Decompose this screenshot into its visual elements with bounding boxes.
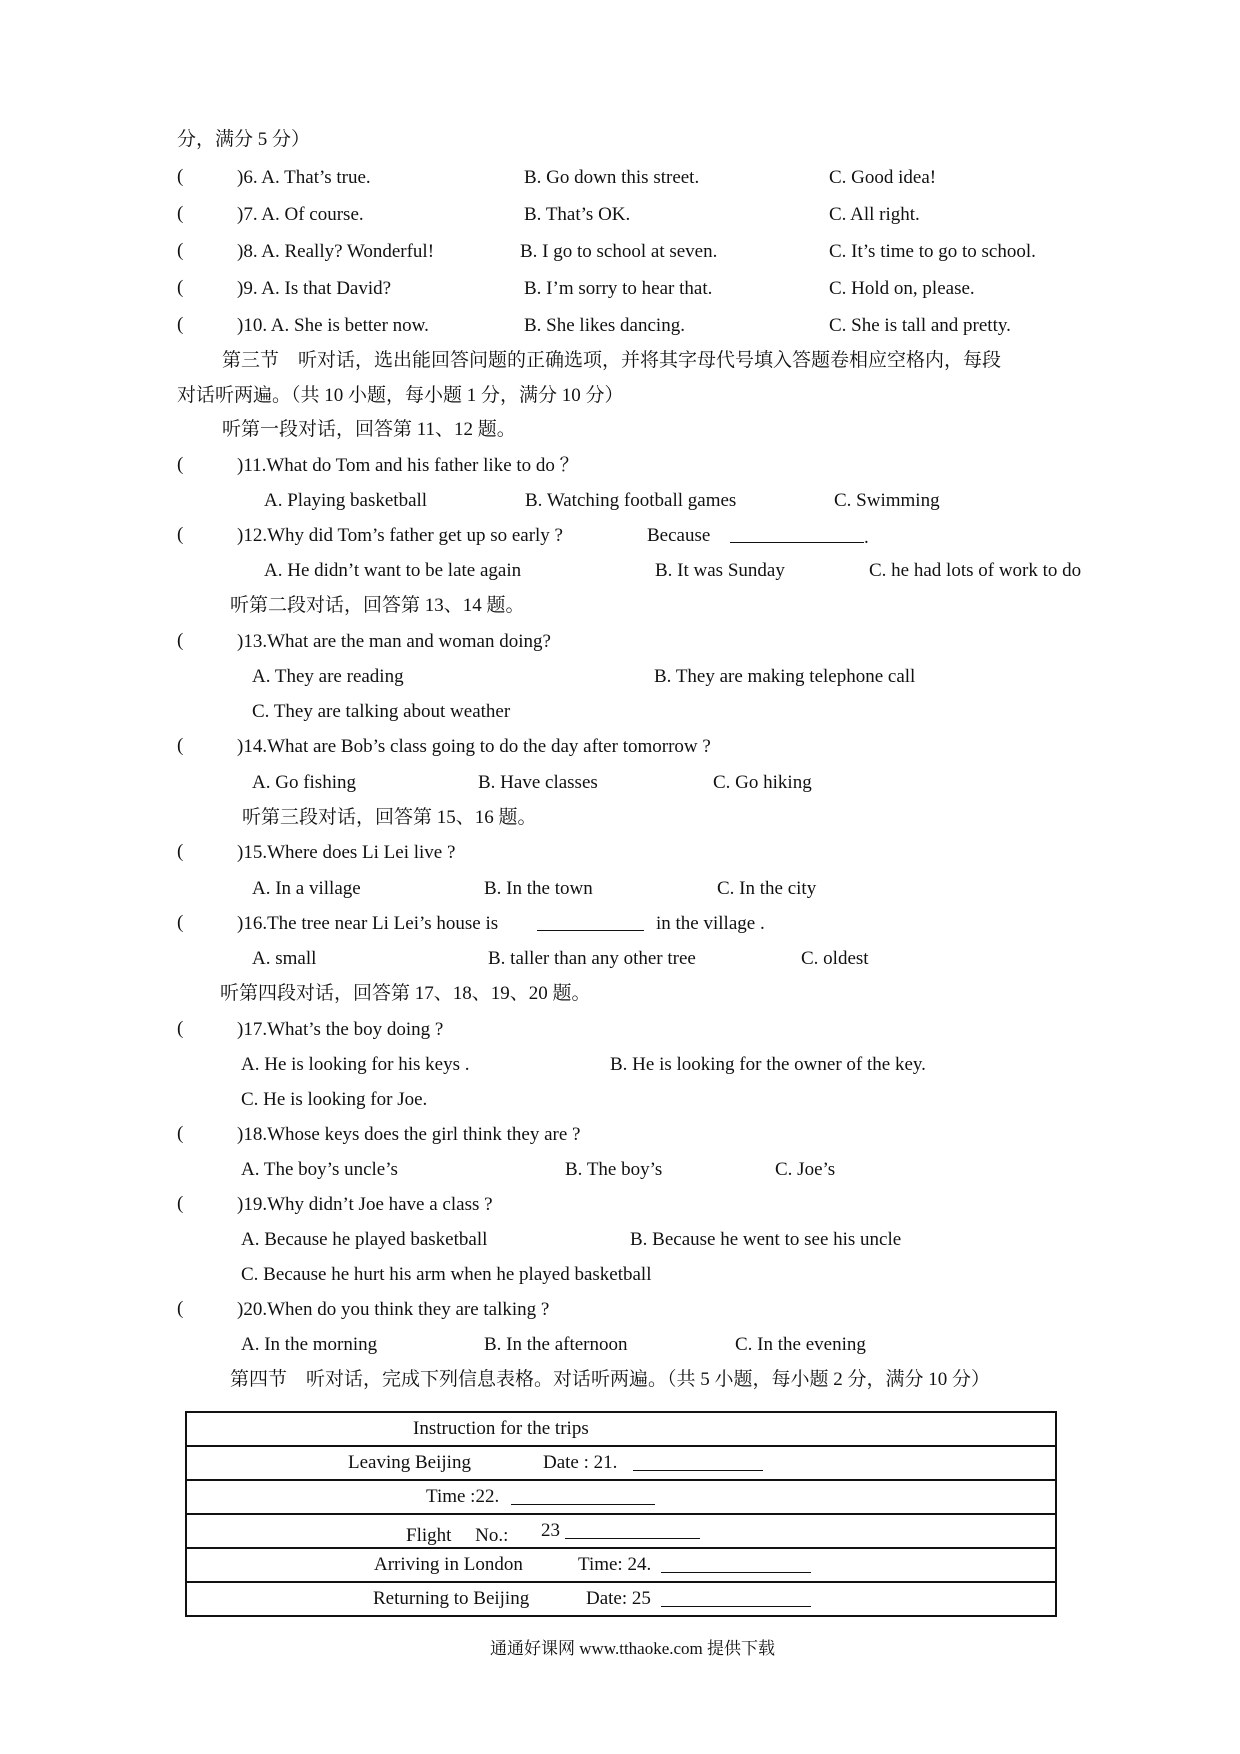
option-b: B. That’s OK. [524, 204, 631, 225]
date-25-blank[interactable] [661, 1588, 811, 1613]
date-21-blank[interactable] [633, 1452, 763, 1477]
returning-label: Returning to Beijing [373, 1588, 530, 1609]
answer-bracket[interactable]: ( [177, 166, 184, 187]
table-row-arriving [186, 1548, 1056, 1582]
date-25-label: Date: 25 [586, 1588, 651, 1609]
q12-option-b: B. It was Sunday [655, 560, 785, 581]
q14-option-c: C. Go hiking [713, 772, 812, 793]
q11-option-c: C. Swimming [834, 490, 940, 511]
question-11: )11.What do Tom and his father like to do ？ [237, 455, 579, 476]
answer-bracket[interactable]: ( [177, 524, 184, 545]
table-row-title [186, 1412, 1056, 1446]
option-c: C. It’s time to go to school. [829, 241, 1036, 262]
section3-intro-line2: 对话听两遍。（共 10 小题，每小题 1 分，满分 10 分） [177, 385, 624, 406]
question-text: )7. A. Of course. [237, 204, 364, 225]
trip-info-table [185, 1411, 1057, 1617]
answer-bracket[interactable]: ( [177, 454, 184, 475]
flight-number: 23 [541, 1520, 560, 1541]
q20-option-a: A. In the morning [241, 1334, 378, 1355]
dialog-4-heading: 听第四段对话，回答第 17、18、19、20 题。 [220, 983, 591, 1004]
option-b: B. I go to school at seven. [520, 241, 718, 262]
q13-option-b: B. They are making telephone call [654, 666, 916, 687]
q16-tail: in the village . [656, 913, 765, 934]
leaving-label: Leaving Beijing [348, 1452, 471, 1473]
question-17: )17.What’s the boy doing ? [237, 1019, 444, 1040]
q12-option-c: C. he had lots of work to do [869, 560, 1082, 581]
q17-option-c: C. He is looking for Joe. [241, 1089, 428, 1110]
header-tail: 分，满分 5 分） [177, 129, 311, 150]
question-text: )10. A. She is better now. [237, 315, 429, 336]
q15-option-a: A. In a village [252, 878, 361, 899]
table-row-time [186, 1480, 1056, 1514]
flight-label: Flight No.: [406, 1525, 509, 1546]
q20-option-c: C. In the evening [735, 1334, 866, 1355]
q15-option-c: C. In the city [717, 878, 817, 899]
q12-blank[interactable]: . [730, 524, 869, 550]
q16-option-c: C. oldest [801, 948, 869, 969]
q19-option-c: C. Because he hurt his arm when he played basketball [241, 1264, 652, 1285]
dialog-1-heading: 听第一段对话，回答第 11、12 题。 [222, 419, 516, 440]
q13-option-a: A. They are reading [252, 666, 404, 687]
question-18: )18.Whose keys does the girl think they are ? [237, 1124, 581, 1145]
date-21-label: Date : 21. [543, 1452, 618, 1473]
time-24-blank[interactable] [661, 1554, 811, 1579]
q14-option-b: B. Have classes [478, 772, 598, 793]
question-text: )9. A. Is that David? [237, 278, 392, 299]
q13-option-c: C. They are talking about weather [252, 701, 511, 722]
flight-blank[interactable] [565, 1520, 700, 1545]
answer-bracket[interactable]: ( [177, 240, 184, 261]
answer-bracket[interactable]: ( [177, 630, 184, 651]
option-b: B. Go down this street. [524, 167, 700, 188]
q18-option-c: C. Joe’s [775, 1159, 836, 1180]
option-c: C. She is tall and pretty. [829, 315, 1011, 336]
q14-option-a: A. Go fishing [252, 772, 356, 793]
table-row-flight [186, 1514, 1056, 1548]
question-15: )15.Where does Li Lei live ? [237, 842, 456, 863]
time-22-blank[interactable] [511, 1486, 655, 1511]
section4-intro: 第四节 听对话，完成下列信息表格。对话听两遍。（共 5 小题，每小题 2 分，满分 10 分） [230, 1369, 991, 1390]
q18-option-b: B. The boy’s [565, 1159, 663, 1180]
option-c: C. All right. [829, 204, 920, 225]
answer-bracket[interactable]: ( [177, 841, 184, 862]
question-text: )8. A. Really? Wonderful! [237, 241, 435, 262]
q11-option-a: A. Playing basketball [264, 490, 428, 511]
answer-bracket[interactable]: ( [177, 277, 184, 298]
dialog-3-heading: 听第三段对话，回答第 15、16 题。 [242, 807, 537, 828]
question-20: )20.When do you think they are talking ? [237, 1299, 550, 1320]
answer-bracket[interactable]: ( [177, 203, 184, 224]
question-14: )14.What are Bob’s class going to do the day after tomorrow ? [237, 736, 711, 757]
q15-option-b: B. In the town [484, 878, 593, 899]
option-c: C. Good idea! [829, 167, 937, 188]
q16-option-a: A. small [252, 948, 317, 969]
answer-bracket[interactable]: ( [177, 1193, 184, 1214]
answer-bracket[interactable]: ( [177, 1123, 184, 1144]
option-b: B. I’m sorry to hear that. [524, 278, 713, 299]
q17-option-a: A. He is looking for his keys . [241, 1054, 470, 1075]
question-text: )6. A. That’s true. [237, 167, 371, 188]
arriving-label: Arriving in London [374, 1554, 523, 1575]
table-title: Instruction for the trips [413, 1418, 589, 1439]
time-24-label: Time: 24. [578, 1554, 652, 1575]
table-row-returning [186, 1582, 1056, 1616]
q19-option-b: B. Because he went to see his uncle [630, 1229, 902, 1250]
answer-bracket[interactable]: ( [177, 314, 184, 335]
option-b: B. She likes dancing. [524, 315, 685, 336]
q12-because: Because [647, 525, 711, 546]
page-footer: 通通好课网 www.tthaoke.com 提供下载 [490, 1639, 776, 1658]
q20-option-b: B. In the afternoon [484, 1334, 628, 1355]
q16-blank[interactable] [537, 912, 644, 938]
option-c: C. Hold on, please. [829, 278, 975, 299]
dialog-2-heading: 听第二段对话，回答第 13、14 题。 [230, 595, 525, 616]
answer-bracket[interactable]: ( [177, 912, 184, 933]
time-22-label: Time :22. [426, 1486, 500, 1507]
section3-intro-line1: 第三节 听对话，选出能回答问题的正确选项，并将其字母代号填入答题卷相应空格内，每段 [222, 350, 1002, 371]
q12-option-a: A. He didn’t want to be late again [264, 560, 522, 581]
table-row-leaving [186, 1446, 1056, 1480]
q16-option-b: B. taller than any other tree [488, 948, 696, 969]
answer-bracket[interactable]: ( [177, 1018, 184, 1039]
question-13: )13.What are the man and woman doing? [237, 631, 551, 652]
q18-option-a: A. The boy’s uncle’s [241, 1159, 398, 1180]
answer-bracket[interactable]: ( [177, 1298, 184, 1319]
q19-option-a: A. Because he played basketball [241, 1229, 488, 1250]
answer-bracket[interactable]: ( [177, 735, 184, 756]
q11-option-b: B. Watching football games [525, 490, 737, 511]
question-12: )12.Why did Tom’s father get up so early ? [237, 525, 563, 546]
question-19: )19.Why didn’t Joe have a class ? [237, 1194, 493, 1215]
question-16: )16.The tree near Li Lei’s house is [237, 913, 499, 934]
q17-option-b: B. He is looking for the owner of the key. [610, 1054, 926, 1075]
